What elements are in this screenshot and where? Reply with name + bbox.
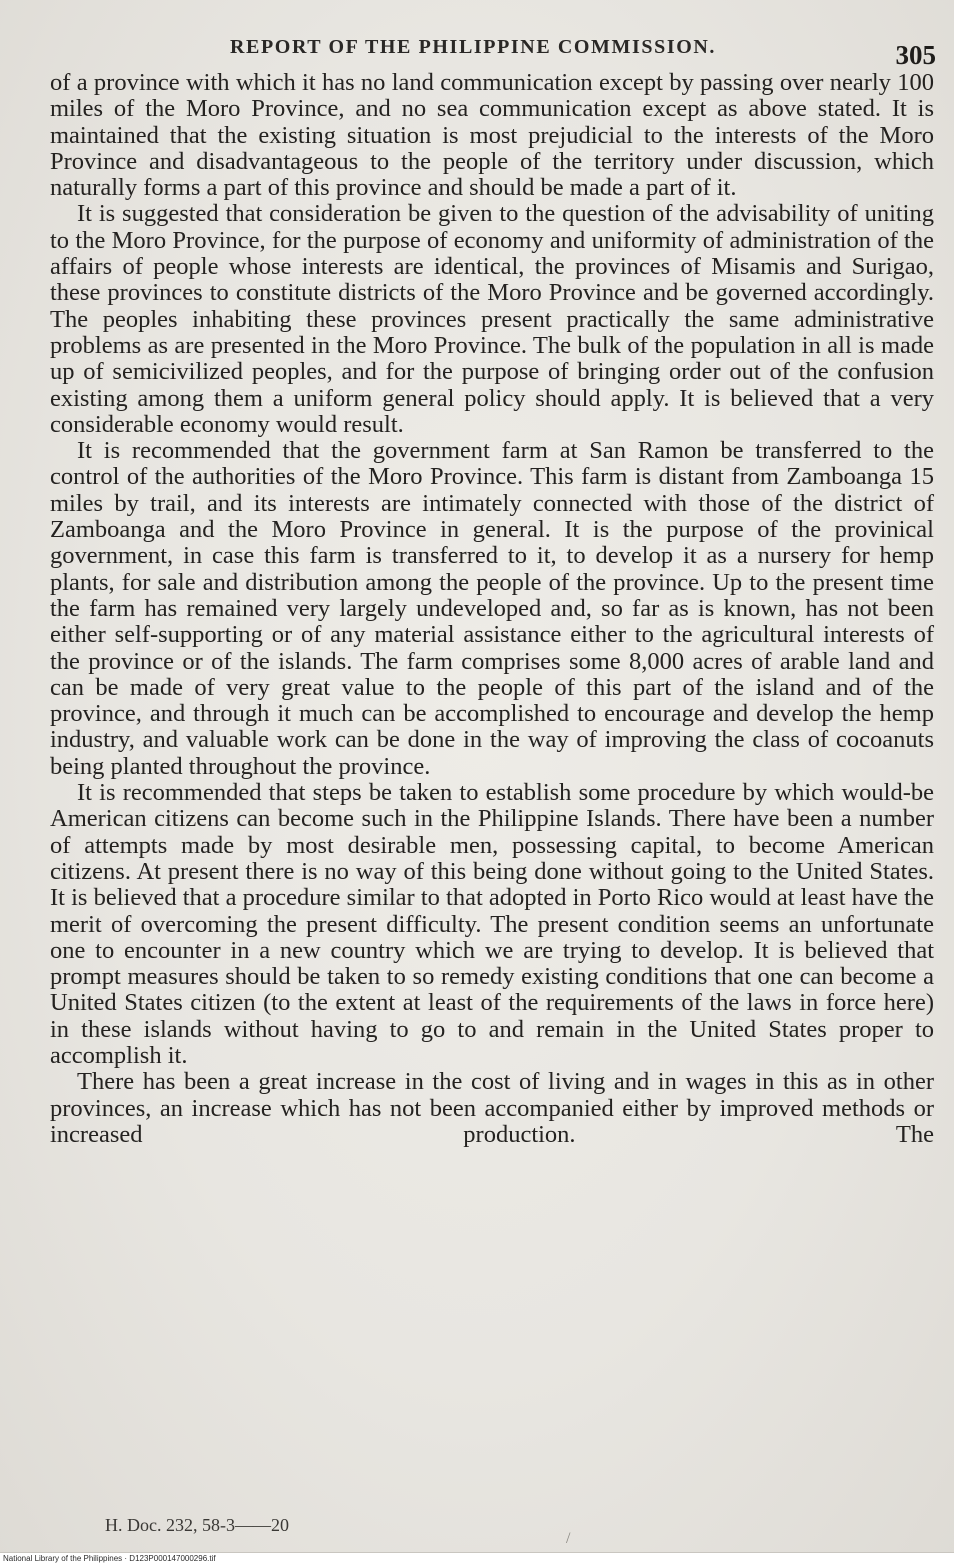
- scan-caption: National Library of the Philippines · D123P000147000296.tif: [3, 1554, 216, 1563]
- body-text: [50, 70, 934, 1148]
- paragraph-misamis-surigao: It is suggested that consideration be given to the question of the advisability of uniting to the Moro Province, for the purpose of economy and uniformity of administration of the affairs of people whose interests are identical, the provinces of Misamis and Surigao, these provinces to constitute districts of the Moro Province and be governed accordingly. The peoples inhabiting these provinces present practically the same administrative problems as are presented in the Moro Province. The bulk of the population in all is made up of semicivilized peoples, and for the purpose of bringing order out of the confusion existing among them a uniform general policy should apply. It is believed that a very considerable economy would result.: [50, 200, 934, 438]
- stray-mark: /: [566, 1530, 571, 1547]
- paragraph-citizenship: It is recommended that steps be taken to establish some procedure by which would-be American citizens can become such in the Philippine Islands. There have been a number of attempts made by most desirable men, possessing capital, to become American citizens. At present there is no way of this being done without going to the United States. It is believed that a procedure similar to that adopted in Porto Rico would at least have the merit of overcoming the present difficulty. The present condition seems an unfortunate one to encounter in a new country which we are trying to develop. It is believed that prompt measures should be taken to so remedy existing conditions that one can become a United States citizen (to the extent at least of the requirements of the laws in force here) in these islands without having to go to and remain in the United States proper to accomplish it.: [50, 779, 934, 1069]
- page-number: 305: [895, 40, 936, 70]
- signature-mark: H. Doc. 232, 58-3——20: [105, 1515, 289, 1535]
- paragraph-san-ramon-farm: It is recommended that the government farm at San Ramon be transferred to the control of the authorities of the Moro Province. This farm is distant from Zamboanga 15 miles by trail, and its interests are intimately connected with those of the district of Zamboanga and the Moro Province in general. It is the purpose of the provinical government, in case this farm is transferred to it, to develop it as a nursery for hemp plants, for sale and distribution among the people of the province. Up to the present time the farm has remained very largely undeveloped and, so far as is known, has not been either self-supporting or of any material assistance either to the agricultural interests of the province or of the islands. The farm comprises some 8,000 acres of arable land and can be made of very great value to the people of this part of the island and of the province, and through it much can be accomplished to encourage and develop the hemp industry, and valuable work can be done in the way of improving the class of cocoanuts being planted throughout the province.: [50, 437, 934, 780]
- paragraph-continuation: of a province with which it has no land communication except by passing over nearly 100 miles of the Moro Province, and no sea communication except as above stated. It is maintained that the existing situation is most prejudicial to the interests of the Moro Province and disadvantageous to the people of the territory under discussion, which naturally forms a part of this province and should be made a part of it.: [50, 69, 934, 202]
- scan-info-strip: [0, 1552, 954, 1566]
- paragraph-cost-of-living: There has been a great increase in the cost of living and in wages in this as in other provinces, an increase which has not been accompanied either by improved methods or increased production. The: [50, 1068, 934, 1148]
- running-head: REPORT OF THE PHILIPPINE COMMISSION.: [230, 36, 717, 58]
